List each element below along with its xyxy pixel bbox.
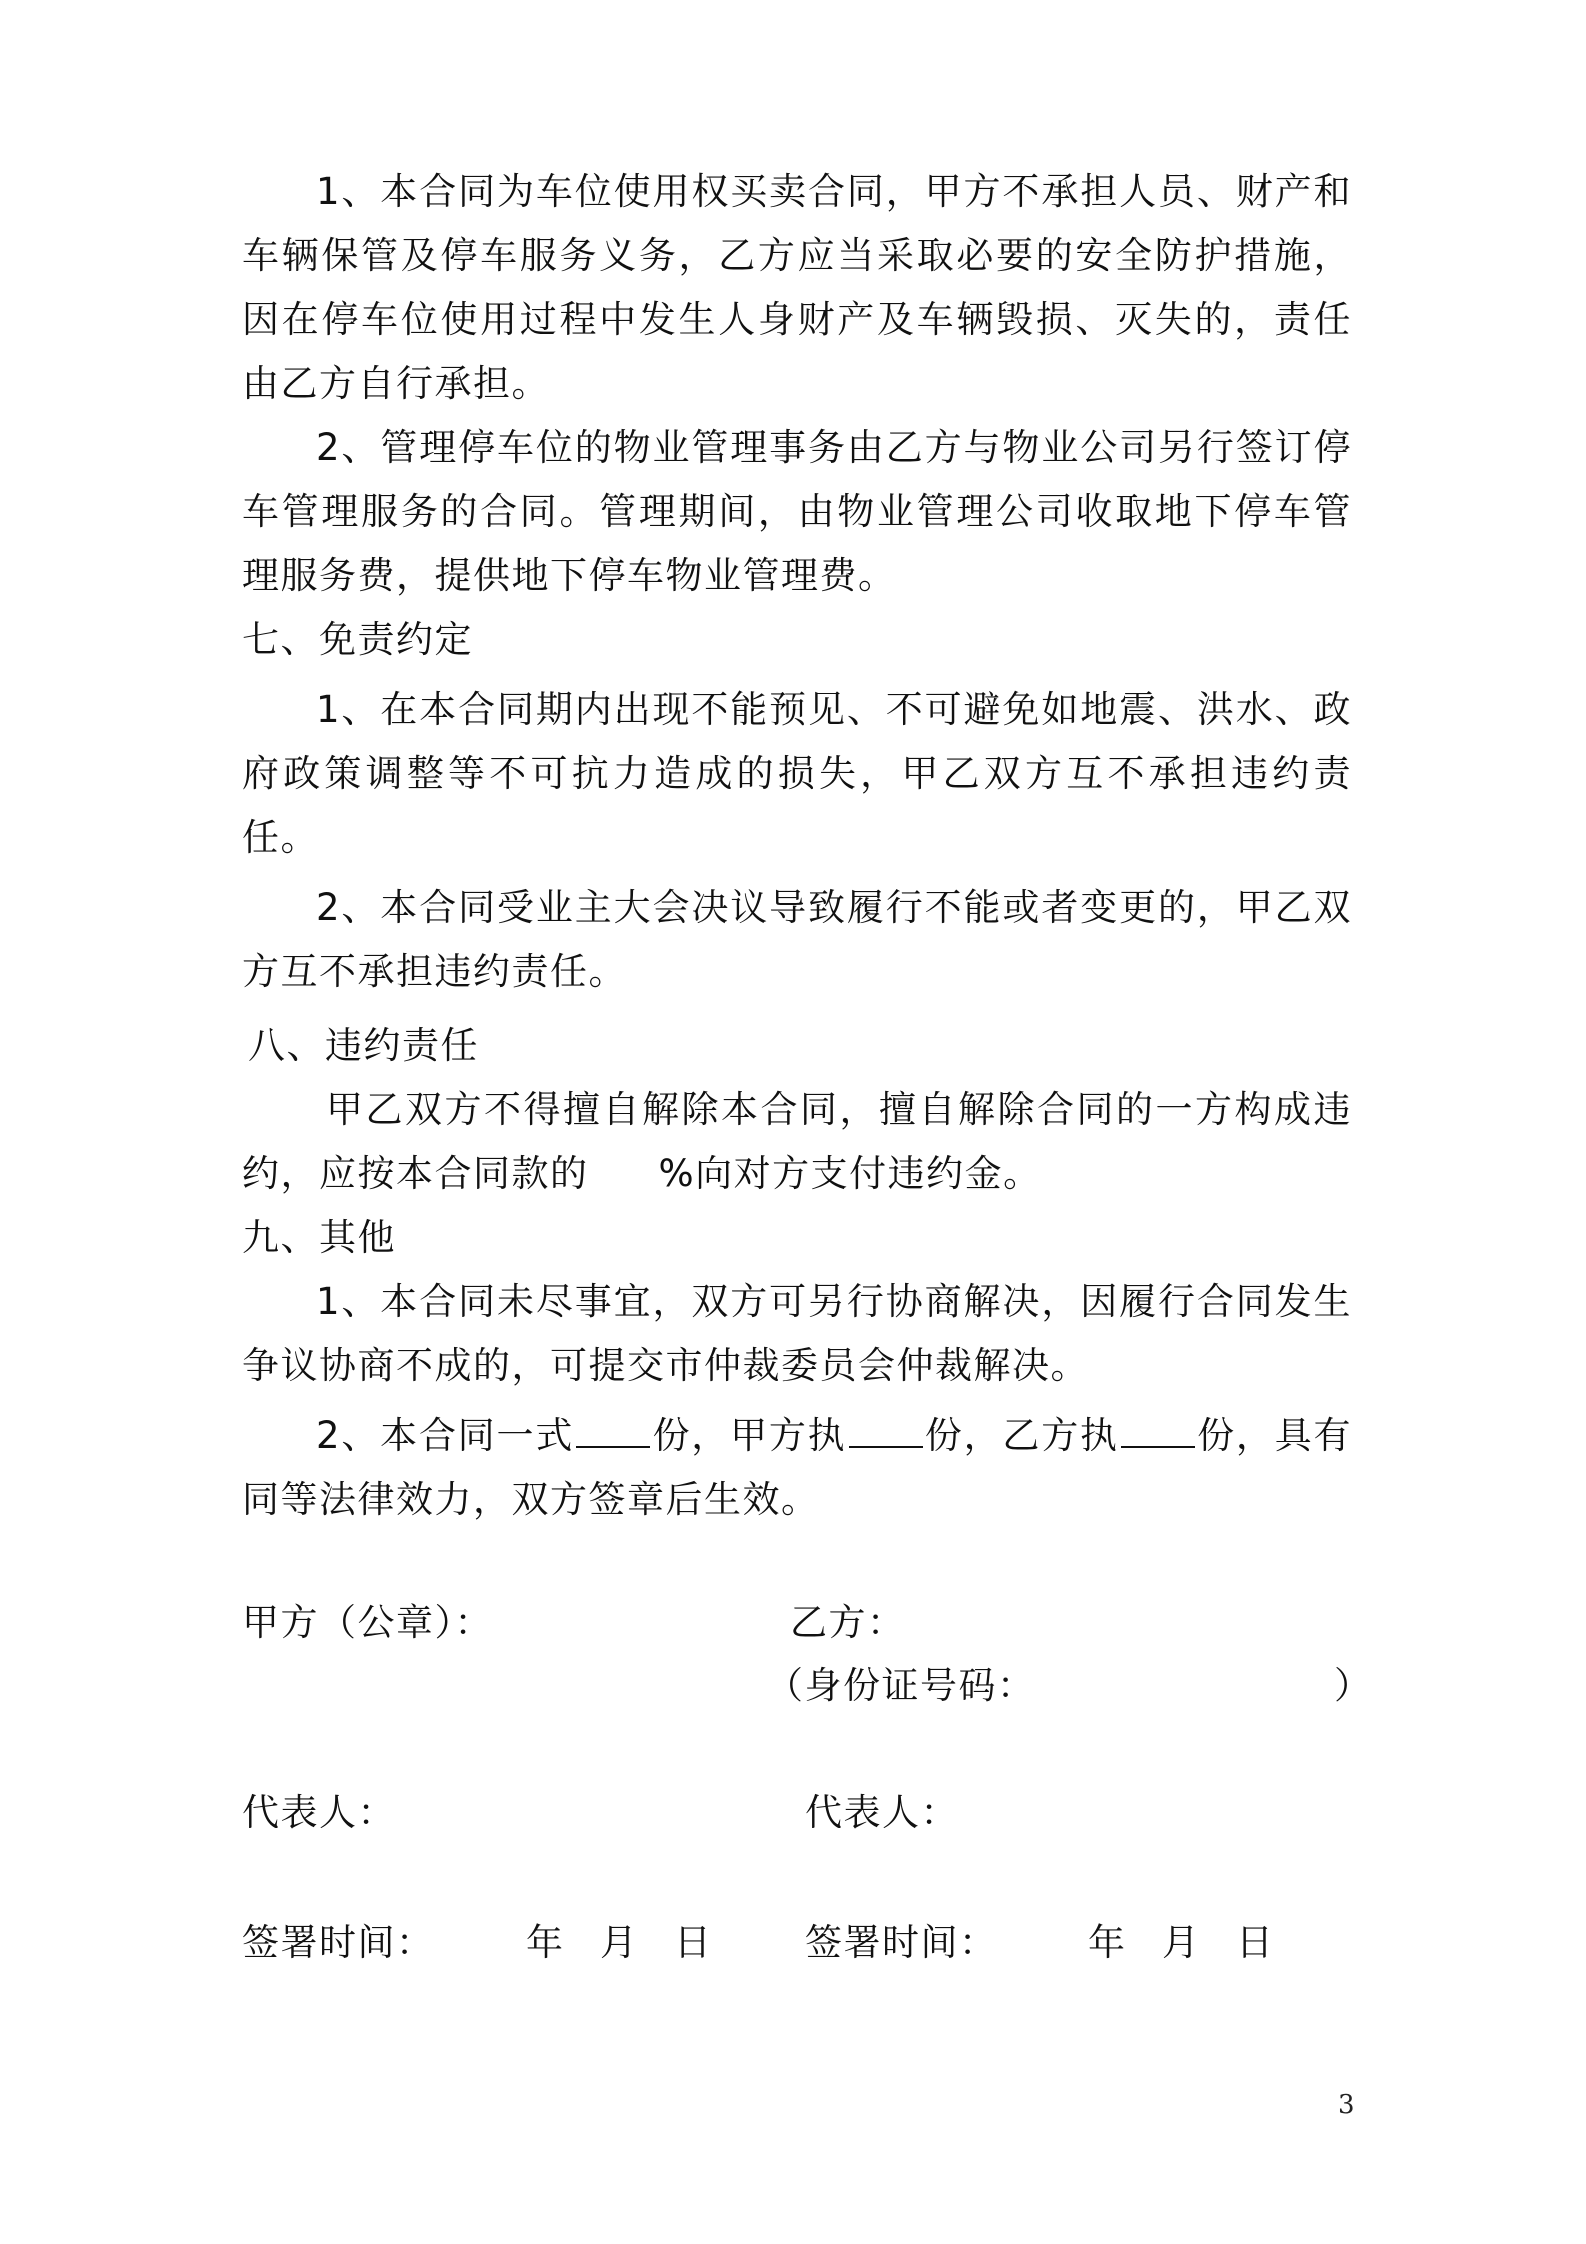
copies-total-blank[interactable]	[576, 1445, 650, 1448]
party-b-date-day: 日	[1236, 1921, 1275, 1964]
party-a-date-day: 日	[674, 1921, 713, 1964]
clause-9-2-part1: 2、本合同一式	[316, 1414, 575, 1457]
party-a-date-year: 年	[526, 1921, 565, 1964]
party-b-date-month: 月	[1162, 1921, 1201, 1964]
clause-6-1: 1、本合同为车位使用权买卖合同，甲方不承担人员、财产和车辆保管及停车服务义务，乙方应当采取必要的安全防护措施，因在停车位使用过程中发生人身财产及车辆毁损、灭失的，责任由乙方自行承担。	[242, 170, 1352, 405]
clause-9-1: 1、本合同未尽事宜，双方可另行协商解决，因履行合同发生争议协商不成的，可提交市仲裁委员会仲裁解决。	[242, 1280, 1352, 1387]
clause-9-2-part4: 份，具有同等法律效力，双方签章后生效。	[242, 1414, 1353, 1521]
party-b-date-label: 签署时间：	[805, 1921, 998, 1964]
party-b-label: 乙方：	[790, 1601, 906, 1644]
party-a-representative-label: 代表人：	[242, 1791, 396, 1834]
section-7-heading: 七、免责约定	[242, 618, 473, 661]
clause-9-2	[242, 1404, 1352, 1532]
copies-party-b-blank[interactable]	[1121, 1445, 1195, 1448]
party-a-date-label: 签署时间：	[242, 1921, 435, 1964]
clause-9-2-part3: 份，乙方执	[924, 1414, 1119, 1457]
clause-8-text-before: 甲乙双方不得擅自解除本合同，擅自解除合同的一方构成违约，应按本合同款的	[242, 1088, 1352, 1195]
section-8-heading-text: 八、违约责任	[248, 1024, 479, 1067]
party-a-date-month: 月	[600, 1921, 639, 1964]
clause-8	[242, 1078, 1352, 1206]
clause-9-2-part2: 份，甲方执	[652, 1414, 847, 1457]
copies-party-a-blank[interactable]	[849, 1445, 923, 1448]
section-9-heading: 九、其他	[242, 1216, 396, 1259]
party-b-representative-label: 代表人：	[805, 1791, 959, 1834]
clause-7-2: 2、本合同受业主大会决议导致履行不能或者变更的，甲乙双方互不承担违约责任。	[242, 886, 1352, 993]
section-8-heading	[242, 1014, 1352, 1078]
clause-6-2: 2、管理停车位的物业管理事务由乙方与物业公司另行签订停车管理服务的合同。管理期间，由物业管理公司收取地下停车管理服务费，提供地下停车物业管理费。	[242, 426, 1352, 597]
party-b-id-open: （身份证号码：	[766, 1664, 1036, 1707]
clause-7-1: 1、在本合同期内出现不能预见、不可避免如地震、洪水、政府政策调整等不可抗力造成的损失，甲乙双方互不承担违约责任。	[242, 688, 1352, 859]
clause-8-text-after: %向对方支付违约金。	[658, 1152, 1042, 1195]
page-number: 3	[1338, 2090, 1355, 2120]
contract-body	[242, 160, 1352, 1532]
party-b-id-close: ）	[1334, 1664, 1373, 1707]
party-b-date-year: 年	[1088, 1921, 1127, 1964]
party-a-label: 甲方（公章）：	[242, 1601, 493, 1644]
